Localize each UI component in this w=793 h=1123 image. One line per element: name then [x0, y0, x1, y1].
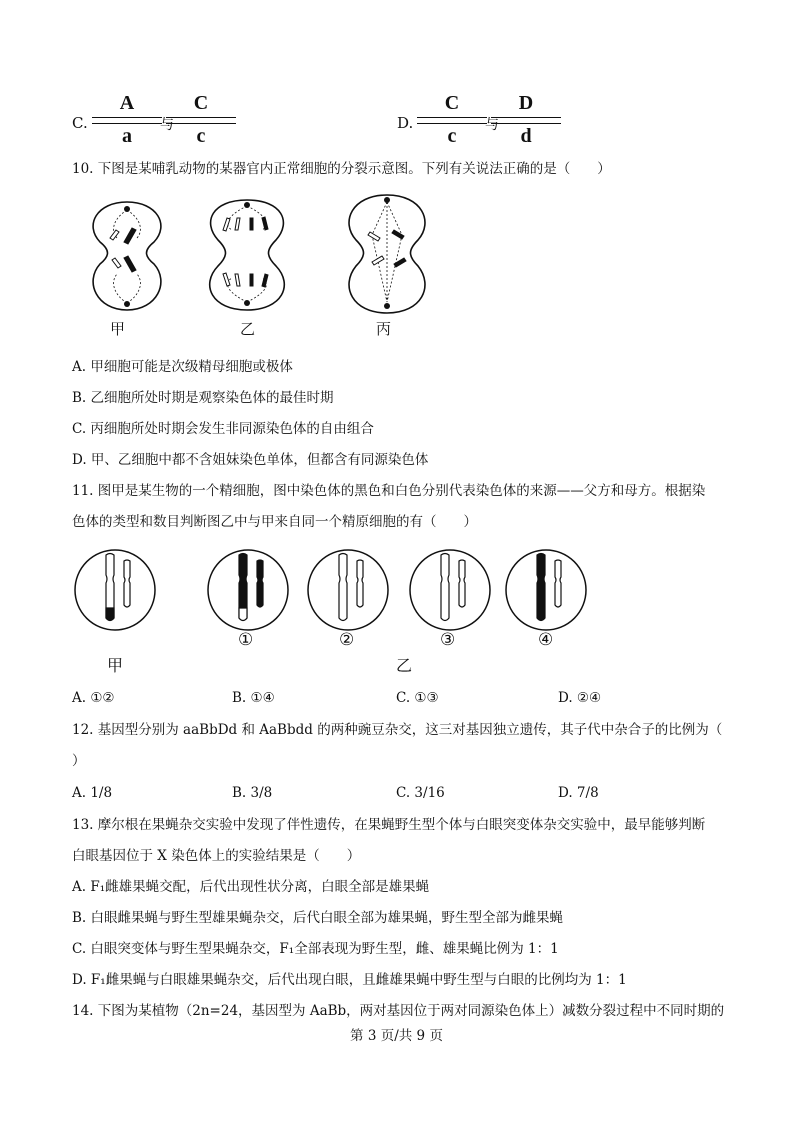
- q13-option-d: D. F₁雌果蝇与白眼雄果蝇杂交，后代出现白眼，且雌雄果蝇中野生型与白眼的比例均为 1：1: [72, 972, 627, 988]
- q13-option-c: C. 白眼突变体与野生型果蝇杂交，F₁全部表现为野生型，雌、雄果蝇比例为 1：1: [72, 941, 559, 957]
- q11-stem-line2: 色体的类型和数目判断图乙中与甲来自同一个精原细胞的有（ ）: [72, 514, 477, 530]
- q12-stem-line2: ）: [72, 753, 86, 769]
- figure-label-yi: 乙: [396, 656, 413, 675]
- allele-top: C: [193, 92, 209, 114]
- q12-stem-line1: 12. 基因型分别为 aaBbDd 和 AaBbdd 的两种豌豆杂交，这三对基因独立遗传，其子代中杂合子的比例为（: [72, 722, 723, 738]
- option-label: C.: [72, 114, 88, 132]
- q11-option-d: D. ②④: [558, 690, 602, 706]
- q10-option-c: C. 丙细胞所处时期会发生非同源染色体的自由组合: [72, 421, 374, 437]
- q10-stem: 10. 下图是某哺乳动物的某器官内正常细胞的分裂示意图。下列有关说法正确的是（ ）: [72, 161, 611, 177]
- q14-stem-line1: 14. 下图为某植物（2n=24，基因型为 AaBb，两对基因位于两对同源染色体上）减数分裂过程中不同时期的: [72, 1003, 725, 1019]
- allele-top: C: [444, 92, 460, 114]
- allele-bottom: c: [196, 125, 206, 147]
- q12-option-b: B. 3/8: [232, 785, 273, 801]
- allele-bottom: d: [520, 125, 532, 147]
- q13-stem-line2: 白眼基因位于 X 染色体上的实验结果是（ ）: [72, 848, 361, 864]
- q11-stem-line1: 11. 图甲是某生物的一个精细胞，图中染色体的黑色和白色分别代表染色体的来源——父方和母方。根据染: [72, 483, 706, 499]
- q11-chromosome-figure: [72, 543, 602, 643]
- allele-bottom: a: [122, 125, 132, 147]
- q12-option-c: C. 3/16: [396, 785, 445, 801]
- q13-option-b: B. 白眼雌果蝇与野生型雄果蝇杂交，后代白眼全部为雄果蝇，野生型全部为雌果蝇: [72, 910, 564, 926]
- q11-option-c: C. ①③: [396, 690, 439, 706]
- option-label: D.: [397, 114, 414, 132]
- cell-number: ③: [440, 630, 456, 650]
- q9-option-c: [72, 88, 372, 150]
- q12-option-a: A. 1/8: [72, 785, 113, 801]
- q10-cell-division-figure: [72, 190, 452, 340]
- joiner-text: 与: [160, 117, 174, 133]
- figure-label: 乙: [240, 320, 256, 338]
- joiner-text: 与: [485, 117, 499, 133]
- figure-label-jia: 甲: [107, 656, 124, 675]
- q10-option-b: B. 乙细胞所处时期是观察染色体的最佳时期: [72, 390, 334, 406]
- cell-number: ④: [538, 630, 554, 650]
- cell-number: ②: [339, 630, 355, 650]
- figure-label: 丙: [376, 320, 392, 338]
- q9-option-d: [397, 88, 697, 150]
- allele-top: D: [518, 92, 534, 114]
- q12-option-d: D. 7/8: [558, 785, 599, 801]
- cell-number: ①: [238, 630, 254, 650]
- allele-top: A: [119, 92, 135, 114]
- q11-option-b: B. ①④: [232, 690, 275, 706]
- allele-bottom: c: [447, 125, 457, 147]
- page-number: 第 3 页/共 9 页: [350, 1028, 443, 1044]
- q10-option-a: A. 甲细胞可能是次级精母细胞或极体: [72, 359, 293, 375]
- q13-stem-line1: 13. 摩尔根在果蝇杂交实验中发现了伴性遗传，在果蝇野生型个体与白眼突变体杂交实验中，最早能够判断: [72, 817, 706, 833]
- q13-option-a: A. F₁雌雄果蝇交配，后代出现性状分离，白眼全部是雄果蝇: [72, 879, 430, 895]
- figure-label: 甲: [110, 320, 126, 338]
- q11-option-a: A. ①②: [72, 690, 115, 706]
- q10-option-d: D. 甲、乙细胞中都不含姐妹染色单体，但都含有同源染色体: [72, 452, 429, 468]
